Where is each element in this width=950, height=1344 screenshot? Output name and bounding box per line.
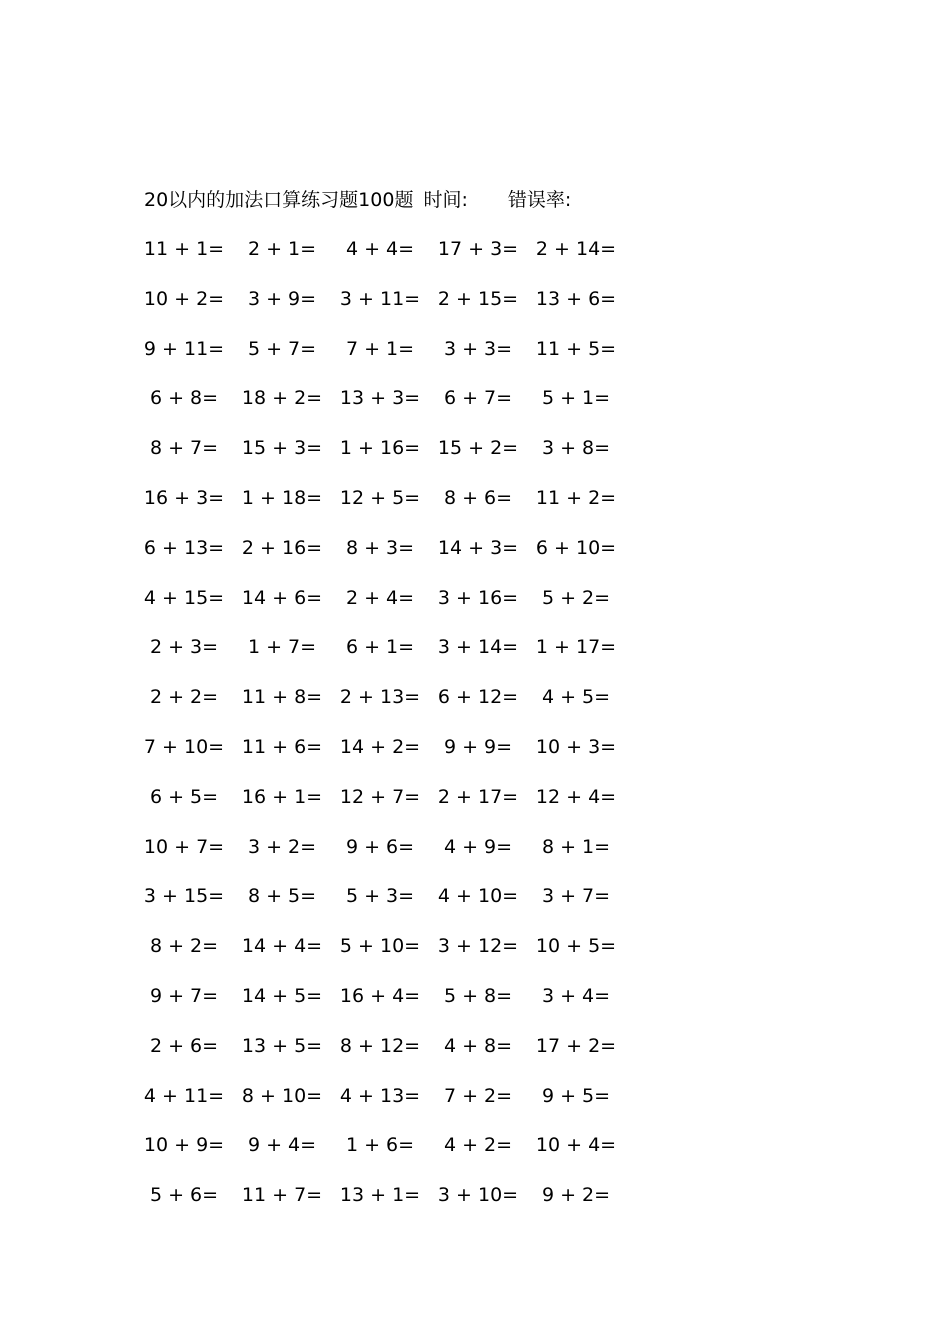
- math-problem: 6 + 13=: [143, 536, 225, 559]
- math-problem: 14 + 2=: [339, 735, 421, 758]
- math-problem: 10 + 2=: [143, 287, 225, 310]
- math-problem: 8 + 5=: [247, 885, 317, 908]
- math-problem: 5 + 2=: [541, 586, 611, 609]
- math-problem: 17 + 2=: [535, 1034, 617, 1057]
- math-problem: 13 + 1=: [339, 1184, 421, 1207]
- math-problem: 4 + 9=: [443, 835, 513, 858]
- math-problem: 18 + 2=: [241, 387, 323, 410]
- math-problem: 8 + 3=: [345, 536, 415, 559]
- problem-row: [135, 585, 625, 635]
- math-problem: 4 + 2=: [443, 1134, 513, 1157]
- math-problem: 2 + 13=: [339, 686, 421, 709]
- math-problem: 1 + 18=: [241, 486, 323, 509]
- math-problem: 10 + 5=: [535, 935, 617, 958]
- worksheet-title: 20以内的加法口算练习题100题: [144, 189, 414, 211]
- error-rate-label: 错误率:: [507, 189, 572, 211]
- math-problem: 1 + 7=: [247, 636, 317, 659]
- problem-row: [135, 684, 625, 734]
- math-problem: 10 + 9=: [143, 1134, 225, 1157]
- problem-row: [135, 634, 625, 684]
- math-problem: 8 + 10=: [241, 1084, 323, 1107]
- math-problem: 11 + 2=: [535, 486, 617, 509]
- problem-row: [135, 784, 625, 834]
- problem-row: [135, 1033, 625, 1083]
- math-problem: 4 + 5=: [541, 686, 611, 709]
- math-problem: 4 + 4=: [345, 238, 415, 260]
- math-problem: 5 + 8=: [443, 984, 513, 1007]
- math-problem: 3 + 15=: [143, 885, 225, 908]
- problem-row: [135, 1132, 625, 1182]
- problem-row: [135, 883, 625, 933]
- math-problem: 9 + 5=: [541, 1084, 611, 1107]
- math-problem: 2 + 14=: [535, 238, 617, 260]
- math-problem: 3 + 3=: [443, 337, 513, 360]
- math-problem: 15 + 2=: [437, 437, 519, 460]
- math-problem: 5 + 10=: [339, 935, 421, 958]
- math-problem: 2 + 4=: [345, 586, 415, 609]
- math-problem: 10 + 7=: [143, 835, 225, 858]
- math-problem: 6 + 12=: [437, 686, 519, 709]
- math-problem: 3 + 11=: [339, 287, 421, 310]
- math-problem: 14 + 6=: [241, 586, 323, 609]
- problem-row: [135, 236, 625, 286]
- math-problem: 14 + 5=: [241, 984, 323, 1007]
- problem-row: [135, 385, 625, 435]
- math-problem: 3 + 12=: [437, 935, 519, 958]
- math-problem: 7 + 1=: [345, 337, 415, 360]
- problem-row: [135, 435, 625, 485]
- problem-row: [135, 983, 625, 1033]
- math-problem: 3 + 10=: [437, 1184, 519, 1207]
- math-problem: 1 + 17=: [535, 636, 617, 659]
- math-problem: 1 + 16=: [339, 437, 421, 460]
- math-problem: 4 + 13=: [339, 1084, 421, 1107]
- math-problem: 13 + 6=: [535, 287, 617, 310]
- math-problem: 15 + 3=: [241, 437, 323, 460]
- math-problem: 6 + 5=: [149, 785, 219, 808]
- math-problem: 6 + 10=: [535, 536, 617, 559]
- math-problem: 3 + 16=: [437, 586, 519, 609]
- math-problem: 2 + 16=: [241, 536, 323, 559]
- math-problem: 12 + 4=: [535, 785, 617, 808]
- math-problem: 9 + 11=: [143, 337, 225, 360]
- math-problem: 4 + 10=: [437, 885, 519, 908]
- math-problem: 10 + 4=: [535, 1134, 617, 1157]
- math-problem: 9 + 7=: [149, 984, 219, 1007]
- math-problem: 13 + 5=: [241, 1034, 323, 1057]
- math-problem: 9 + 4=: [247, 1134, 317, 1157]
- math-problem: 11 + 7=: [241, 1184, 323, 1207]
- math-problem: 9 + 9=: [443, 735, 513, 758]
- math-problem: 2 + 6=: [149, 1034, 219, 1057]
- math-problem: 8 + 6=: [443, 486, 513, 509]
- math-problem: 2 + 2=: [149, 686, 219, 709]
- math-problem: 3 + 14=: [437, 636, 519, 659]
- math-problem: 7 + 2=: [443, 1084, 513, 1107]
- math-problem: 2 + 15=: [437, 287, 519, 310]
- math-problem: 8 + 1=: [541, 835, 611, 858]
- math-problem: 9 + 2=: [541, 1184, 611, 1207]
- problem-row: [135, 834, 625, 884]
- problem-grid: [135, 236, 625, 1232]
- worksheet-header: [144, 186, 571, 214]
- math-problem: 14 + 3=: [437, 536, 519, 559]
- math-problem: 6 + 8=: [149, 387, 219, 410]
- math-problem: 12 + 5=: [339, 486, 421, 509]
- time-label: 时间:: [423, 189, 468, 211]
- math-problem: 17 + 3=: [437, 238, 519, 260]
- math-problem: 4 + 11=: [143, 1084, 225, 1107]
- math-problem: 3 + 4=: [541, 984, 611, 1007]
- math-problem: 5 + 7=: [247, 337, 317, 360]
- problem-row: [135, 1182, 625, 1232]
- math-problem: 2 + 3=: [149, 636, 219, 659]
- math-problem: 6 + 7=: [443, 387, 513, 410]
- math-problem: 4 + 8=: [443, 1034, 513, 1057]
- math-problem: 13 + 3=: [339, 387, 421, 410]
- math-problem: 2 + 17=: [437, 785, 519, 808]
- math-problem: 8 + 7=: [149, 437, 219, 460]
- math-problem: 2 + 1=: [247, 238, 317, 260]
- math-problem: 4 + 15=: [143, 586, 225, 609]
- math-problem: 3 + 8=: [541, 437, 611, 460]
- math-problem: 10 + 3=: [535, 735, 617, 758]
- math-problem: 5 + 1=: [541, 387, 611, 410]
- math-problem: 1 + 6=: [345, 1134, 415, 1157]
- math-problem: 16 + 1=: [241, 785, 323, 808]
- math-problem: 11 + 6=: [241, 735, 323, 758]
- math-problem: 3 + 9=: [247, 287, 317, 310]
- math-problem: 14 + 4=: [241, 935, 323, 958]
- problem-row: [135, 336, 625, 386]
- math-problem: 3 + 2=: [247, 835, 317, 858]
- math-problem: 8 + 12=: [339, 1034, 421, 1057]
- problem-row: [135, 485, 625, 535]
- problem-row: [135, 933, 625, 983]
- math-problem: 11 + 1=: [143, 238, 225, 260]
- problem-row: [135, 1083, 625, 1133]
- math-problem: 8 + 2=: [149, 935, 219, 958]
- math-problem: 11 + 5=: [535, 337, 617, 360]
- problem-row: [135, 286, 625, 336]
- math-problem: 3 + 7=: [541, 885, 611, 908]
- problem-row: [135, 535, 625, 585]
- math-problem: 11 + 8=: [241, 686, 323, 709]
- math-problem: 16 + 4=: [339, 984, 421, 1007]
- math-problem: 6 + 1=: [345, 636, 415, 659]
- math-problem: 5 + 6=: [149, 1184, 219, 1207]
- problem-row: [135, 734, 625, 784]
- math-problem: 9 + 6=: [345, 835, 415, 858]
- math-problem: 16 + 3=: [143, 486, 225, 509]
- math-problem: 7 + 10=: [143, 735, 225, 758]
- math-problem: 12 + 7=: [339, 785, 421, 808]
- math-problem: 5 + 3=: [345, 885, 415, 908]
